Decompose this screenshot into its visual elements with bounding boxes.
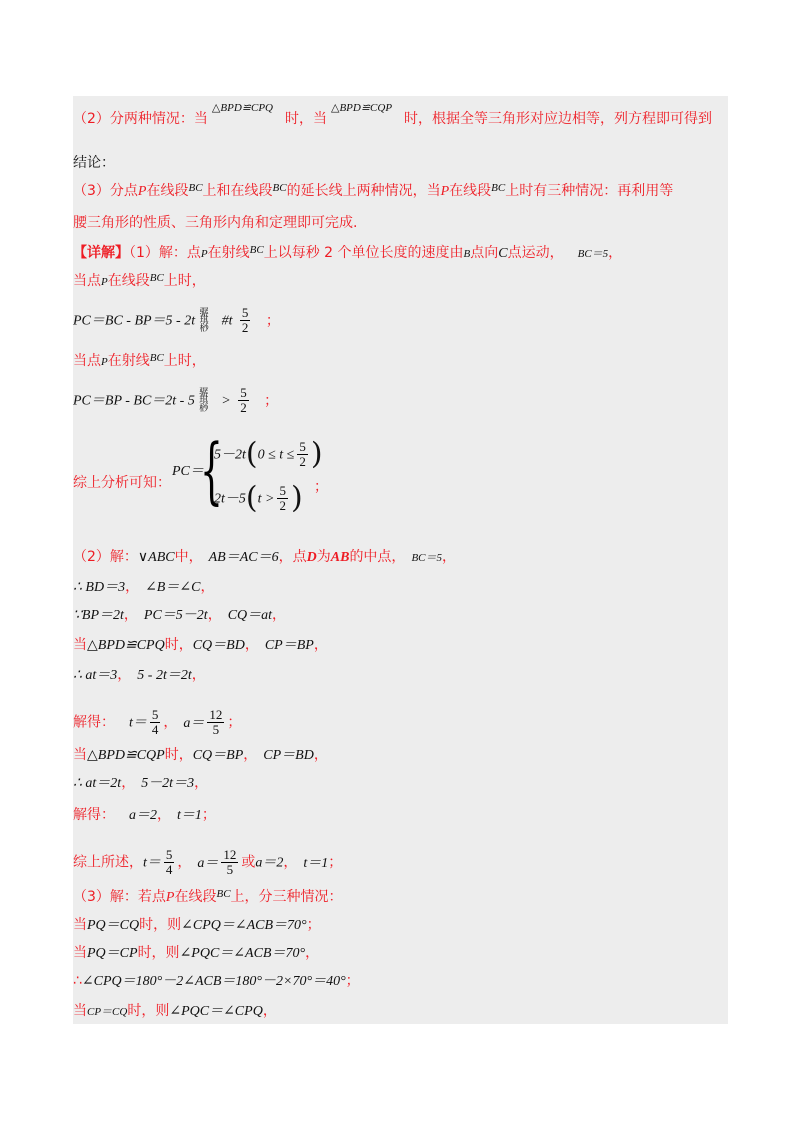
p3-line1: （3）解：若点P在线段$^{BC}$上，分三种情况：	[73, 888, 343, 905]
p2-line8: ∴ at＝2t， 5－2t＝3，	[73, 775, 209, 791]
p2-line3: ∵BP＝2t， PC＝5－2t， CQ＝at，	[73, 607, 287, 623]
p2-line5: ∴ at＝3， 5 - 2t＝2t，	[73, 667, 206, 683]
p3-line3: 当PQ＝CP时，则∠PQC＝∠ACB＝70°，	[73, 945, 320, 961]
p2-line1: （2）解：∨ABC中， AB＝AC＝6，点D为AB的中点， BC＝5，	[73, 549, 456, 565]
part2-intro-line2: 结论：	[73, 155, 115, 171]
part2-intro-line1: （2）分两种情况：当$^{\triangle BPD≌CPQ}$时，当$^{\triangle BPD≌CQP}$时，根据全等三角形对应边相等，列方程即可得到	[73, 102, 713, 127]
p3-line2: 当PQ＝CQ时，则∠CPQ＝∠ACB＝70°；	[73, 917, 321, 933]
piecewise-case2: 2t－5(t > $\frac{5}{2}$ )	[214, 480, 303, 516]
p2-line4: 当△BPD≌CPQ时，CQ＝BD， CP＝BP，	[73, 637, 328, 653]
part3-intro-line1: （3）分点P在线段$^{BC}$上和在线段$^{BC}$的延长线上两种情况，当P在线段$^{BC}$上时有三种情况：再利用等	[73, 182, 674, 199]
detail-case2: 当点P在射线$^{BC}$上时，	[73, 352, 206, 369]
eq2: PC＝BP - BC＝2t - 5 骣 琪 桫 > $\frac{5}{2}$ ；	[73, 385, 279, 415]
p3-line4: ∴∠CPQ＝180°－2∠ACB＝180°－2×70°＝40°；	[73, 973, 360, 989]
p2-line9: 解得： a＝2， t＝1；	[73, 807, 216, 823]
fraction-5-2: $\frac{5}{2}$	[241, 305, 249, 335]
pc-label: PC＝	[172, 464, 204, 479]
piecewise-semicolon: ；	[314, 479, 328, 495]
detail-case1: 当点P在线段$^{BC}$上时，	[73, 272, 206, 289]
p2-line2: ∴ BD＝3， ∠B＝∠C，	[73, 579, 215, 595]
eq1: PC＝BC - BP＝5 - 2t 骣 琪 桫 #t $\frac{5}{2}$ ；	[73, 305, 280, 335]
p3-line5: 当CP＝CQ时，则∠PQC＝∠CPQ，	[73, 1003, 277, 1019]
piecewise-brace: {	[200, 428, 223, 512]
p2-line7: 当△BPD≌CQP时，CQ＝BP， CP＝BD，	[73, 747, 328, 763]
part3-intro-line2: 腰三角形的性质、三角形内角和定理即可完成.	[73, 215, 358, 231]
piecewise-case1: 5－2t(0 ≤ t ≤ $\frac{5}{2}$ )	[214, 436, 323, 472]
p2-line10: 综上所述，t＝ $\frac{5}{4}$ ， a＝ $\frac{12}{5}$ 或a＝2， t＝1；	[73, 847, 343, 877]
p2-line6: 解得： t＝ $\frac{5}{4}$ ， a＝ $\frac{12}{5}$ ；	[73, 707, 242, 737]
detail-line1: 【详解】（1）解：点P在射线$^{BC}$上以每秒 2 个单位长度的速度由B点向C点运动， BC＝5，	[73, 244, 623, 261]
summary-label: 综上分析可知：	[73, 475, 171, 491]
garbled-glyphs: 骣 琪 桫	[199, 307, 209, 334]
